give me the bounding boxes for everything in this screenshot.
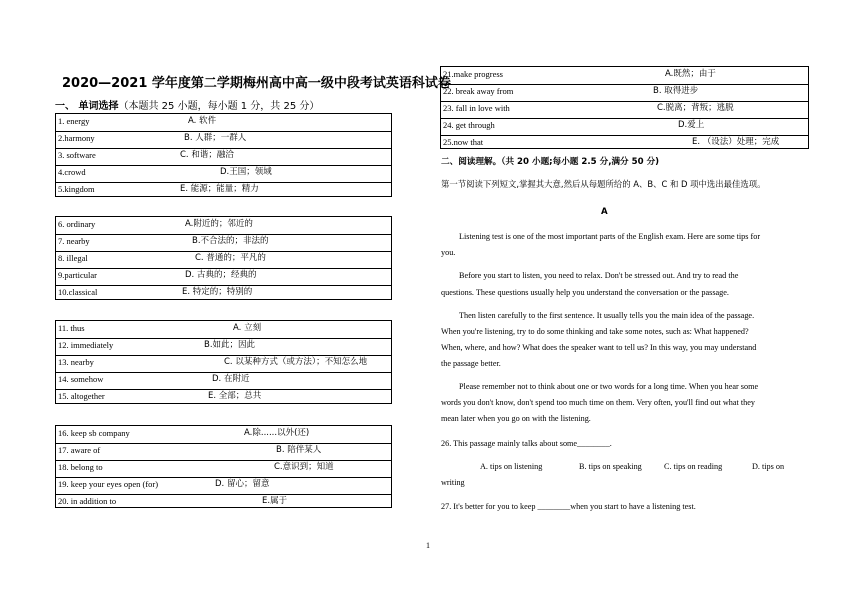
table-row-divider [56, 477, 391, 478]
word: 7. nearby [58, 236, 90, 246]
table-row [56, 493, 391, 510]
table-row [56, 216, 391, 233]
meaning: B. 人群；一群人 [184, 133, 247, 143]
vocab-table-2 [55, 216, 392, 300]
table-row-divider [56, 338, 391, 339]
question-26-stem: 26. This passage mainly talks about some________. [441, 439, 612, 448]
passage-line: mean later when you go on with the listening. [441, 414, 591, 423]
meaning: A. 立刻 [233, 323, 262, 333]
meaning: C. 和谐；融洽 [180, 150, 234, 160]
table-row-divider [56, 372, 391, 373]
word: 24. get through [443, 120, 495, 130]
meaning: D. 在附近 [212, 374, 250, 384]
table-row [56, 130, 391, 147]
meaning: B. 陪伴某人 [276, 445, 322, 455]
question-26-option-a: A. tips on listening [480, 462, 543, 471]
vocab-table-5 [440, 66, 809, 149]
table-row-divider [56, 251, 391, 252]
table-row [56, 233, 391, 250]
table-row-divider [56, 268, 391, 269]
meaning: E. （设法）处理；完成 [692, 137, 780, 147]
table-row [56, 476, 391, 493]
table-row [441, 100, 808, 117]
table-row [441, 83, 808, 100]
meaning: C.脱离；背叛；逃脱 [657, 103, 734, 113]
word: 13. nearby [58, 357, 94, 367]
table-row-divider [56, 285, 391, 286]
word: 6. ordinary [58, 219, 96, 229]
passage-line: Before you start to listen, you need to relax. Don't be stressed out. And try to read the [459, 271, 739, 280]
word: 14. somehow [58, 374, 104, 384]
table-row [56, 284, 391, 301]
word: 17. aware of [58, 445, 101, 455]
passage-line: you. [441, 248, 456, 257]
table-row-divider [441, 135, 808, 136]
table-row [56, 181, 391, 198]
word: 18. belong to [58, 462, 103, 472]
section2-heading: 二、阅读理解。（共 20 小题;每小题 2.5 分,满分 50 分) [441, 157, 660, 167]
passage-line: words you don't know, don't spend too much time on them. Very often, you'll find out what they [441, 398, 755, 407]
table-row [441, 134, 808, 151]
meaning: B.不合法的；非法的 [192, 236, 269, 246]
table-row-divider [441, 118, 808, 119]
table-row [56, 459, 391, 476]
word: 5.kingdom [58, 184, 95, 194]
passage-line: Please remember not to think about one or two words for a long time. When you hear some [459, 382, 759, 391]
meaning: D.王国；领域 [220, 167, 272, 177]
question-26-option-d: D. tips on [752, 462, 785, 471]
meaning: E. 全部；总共 [208, 391, 262, 401]
table-row [56, 267, 391, 284]
meaning: C. 普通的；平凡的 [195, 253, 266, 263]
meaning: D.爱上 [678, 120, 705, 130]
passage-line: Listening test is one of the most important parts of the English exam. Here are some tips for [459, 232, 761, 241]
table-row [56, 250, 391, 267]
meaning: E.属于 [262, 496, 288, 506]
page-title: 2020—2021 学年度第二学期梅州高中高一级中段考试英语科试卷 [62, 76, 451, 91]
word: 16. keep sb company [58, 428, 130, 438]
table-row [56, 164, 391, 181]
table-row [441, 117, 808, 134]
passage-line: When you're listening, try to do some thinking and take some notes, such as: What happened? [441, 327, 749, 336]
passage-line: questions. These questions usually help you understand the conversation or the passage. [441, 288, 729, 297]
word: 15. altogether [58, 391, 105, 401]
section1-note: （本题共 25 小题，每小题 1 分，共 25 分） [118, 101, 320, 112]
table-row-divider [56, 389, 391, 390]
meaning: A.既然；由于 [665, 69, 716, 79]
table-row [441, 66, 808, 83]
table-row [56, 113, 391, 130]
table-row-divider [56, 460, 391, 461]
table-row [56, 354, 391, 371]
word: 10.classical [58, 287, 98, 297]
section2-instruction: 第一节阅读下列短文,掌握其大意,然后从每题所给的 A、B、C 和 D 项中选出最佳选项。 [441, 179, 766, 189]
table-row [56, 425, 391, 442]
word: 22. break away from [443, 86, 514, 96]
word: 4.crowd [58, 167, 86, 177]
table-row [56, 320, 391, 337]
question-26-option-d-cont: writing [441, 478, 465, 487]
question-26-option-b: B. tips on speaking [579, 462, 642, 471]
table-row [56, 442, 391, 459]
word: 19. keep your eyes open (for) [58, 479, 159, 489]
meaning: C.意识到；知道 [274, 462, 334, 472]
table-row [56, 147, 391, 164]
meaning: B.如此；因此 [204, 340, 256, 350]
word: 25.now that [443, 137, 484, 147]
word: 9.particular [58, 270, 97, 280]
table-row-divider [56, 148, 391, 149]
word: 2.harmony [58, 133, 95, 143]
table-row-divider [56, 234, 391, 235]
table-row-divider [56, 355, 391, 356]
word: 3. software [58, 150, 96, 160]
vocab-table-1 [55, 113, 392, 197]
vocab-table-4 [55, 425, 392, 508]
meaning: A.附近的；邻近的 [185, 219, 253, 229]
question-26-option-c: C. tips on reading [664, 462, 723, 471]
word: 1. energy [58, 116, 90, 126]
section1-label: 一、 单词选择 [55, 101, 119, 112]
table-row-divider [56, 494, 391, 495]
word: 21.make progress [443, 69, 503, 79]
meaning: C. 以某种方式（或方法）；不知怎么地 [224, 357, 368, 367]
table-row-divider [56, 182, 391, 183]
word: 11. thus [58, 323, 85, 333]
table-row-divider [56, 131, 391, 132]
meaning: A. 软件 [188, 116, 217, 126]
table-row [56, 388, 391, 405]
word: 23. fall in love with [443, 103, 510, 113]
meaning: E. 能源；能量；精力 [180, 184, 259, 194]
passage-line: the passage better. [441, 359, 501, 368]
vocab-table-3 [55, 320, 392, 404]
passage-line: Then listen carefully to the first sentence. It usually tells you the main idea of the passage. [459, 311, 755, 320]
word: 8. illegal [58, 253, 88, 263]
question-27-stem: 27. It's better for you to keep ________when you start to have a listening test. [441, 502, 696, 511]
section1-heading [55, 97, 319, 112]
table-row-divider [56, 443, 391, 444]
meaning: B. 取得进步 [653, 86, 699, 96]
page-number: 1 [426, 541, 430, 550]
table-row [56, 337, 391, 354]
table-row [56, 371, 391, 388]
table-row-divider [441, 101, 808, 102]
passage-line: When, where, and how? What does the speaker want to tell us? In this way, you may understand [441, 343, 757, 352]
word: 20. in addition to [58, 496, 117, 506]
table-row-divider [56, 165, 391, 166]
meaning: D. 留心；留意 [215, 479, 270, 489]
meaning: A.除......以外(还) [244, 428, 310, 438]
passage-label: A [601, 207, 608, 217]
meaning: E. 特定的；特别的 [182, 287, 253, 297]
meaning: D. 古典的；经典的 [185, 270, 257, 280]
word: 12. immediately [58, 340, 114, 350]
table-row-divider [441, 84, 808, 85]
